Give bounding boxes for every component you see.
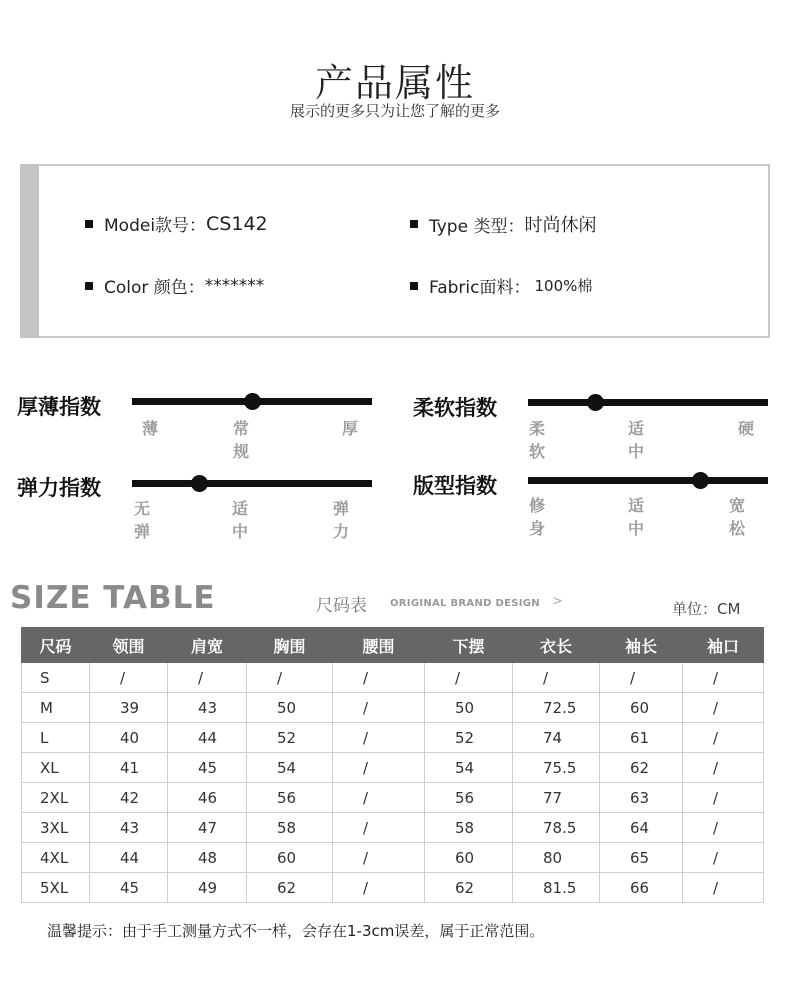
scale-tick-low: 薄 <box>142 419 159 438</box>
scale-tick-high: 弹力 <box>333 499 350 541</box>
measure-cell: 72.5 <box>513 693 600 723</box>
measure-cell: 49 <box>168 873 247 903</box>
measure-cell: 44 <box>168 723 247 753</box>
measure-cell: 45 <box>90 873 168 903</box>
measure-cell: 64 <box>600 813 683 843</box>
measure-cell: 62 <box>425 873 513 903</box>
measure-cell: / <box>683 843 764 873</box>
measure-cell: 43 <box>90 813 168 843</box>
scale-tick-high: 厚 <box>342 419 359 438</box>
unit-label: 单位：CM <box>672 600 741 618</box>
measure-cell: / <box>683 813 764 843</box>
measure-cell: / <box>683 723 764 753</box>
scale-tick-mid: 适中 <box>628 419 645 461</box>
index-name: 版型指数 <box>413 474 497 498</box>
column-header: 袖口 <box>683 628 764 663</box>
size-table-title-cn: 尺码表 <box>316 596 367 616</box>
attr-model <box>85 211 268 236</box>
measure-cell: 81.5 <box>513 873 600 903</box>
size-cell: 2XL <box>22 783 90 813</box>
scale-tick-mid: 常规 <box>233 419 250 461</box>
scale-tick-high: 宽松 <box>729 496 746 538</box>
measure-cell: 54 <box>247 753 333 783</box>
bullet-square-icon <box>410 282 418 290</box>
measure-cell: 60 <box>600 693 683 723</box>
measure-cell: 74 <box>513 723 600 753</box>
measure-cell: / <box>90 663 168 693</box>
attr-type-label: Type 类型： <box>429 216 525 237</box>
measure-cell: 77 <box>513 783 600 813</box>
measure-cell: / <box>333 753 425 783</box>
scale-tick-high: 硬 <box>738 419 755 438</box>
measure-cell: 56 <box>247 783 333 813</box>
column-header: 胸围 <box>247 628 333 663</box>
measure-cell: 63 <box>600 783 683 813</box>
column-header: 袖长 <box>600 628 683 663</box>
measure-cell: / <box>600 663 683 693</box>
measure-cell: / <box>333 783 425 813</box>
measure-cell: / <box>513 663 600 693</box>
scale-tick-mid: 适中 <box>628 496 645 538</box>
measure-cell: / <box>333 723 425 753</box>
measure-cell: / <box>683 753 764 783</box>
column-header: 衣长 <box>513 628 600 663</box>
measure-cell: / <box>333 813 425 843</box>
measure-cell: 54 <box>425 753 513 783</box>
chevron-right-icon: > <box>552 594 563 609</box>
size-cell: 3XL <box>22 813 90 843</box>
table-row <box>22 783 764 813</box>
attr-color-label: Color 颜色： <box>104 278 205 298</box>
measure-cell: 58 <box>425 813 513 843</box>
measure-cell: 42 <box>90 783 168 813</box>
measure-cell: 66 <box>600 873 683 903</box>
measure-cell: 60 <box>247 843 333 873</box>
attr-model-label: Modei款号： <box>104 216 207 236</box>
measure-cell: 52 <box>247 723 333 753</box>
attr-fabric-label: Fabric面料： <box>429 278 531 298</box>
measure-cell: 45 <box>168 753 247 783</box>
table-row <box>22 723 764 753</box>
measure-cell: 46 <box>168 783 247 813</box>
measure-cell: 50 <box>247 693 333 723</box>
size-cell: XL <box>22 753 90 783</box>
measure-cell: / <box>683 873 764 903</box>
measure-cell: / <box>683 783 764 813</box>
index-name: 弹力指数 <box>17 476 101 500</box>
measure-cell: / <box>333 693 425 723</box>
measure-cell: 62 <box>600 753 683 783</box>
size-cell: 4XL <box>22 843 90 873</box>
measure-cell: / <box>333 663 425 693</box>
scale-tick-mid: 适中 <box>232 499 249 541</box>
size-cell: M <box>22 693 90 723</box>
scale-track <box>528 399 768 406</box>
measure-cell: 43 <box>168 693 247 723</box>
measure-cell: 48 <box>168 843 247 873</box>
measure-cell: / <box>247 663 333 693</box>
measure-cell: 56 <box>425 783 513 813</box>
measure-cell: / <box>333 873 425 903</box>
size-table-title: SIZE TABLE <box>10 580 216 616</box>
size-cell: L <box>22 723 90 753</box>
measure-cell: 41 <box>90 753 168 783</box>
column-header: 腰围 <box>333 628 425 663</box>
measure-cell: 58 <box>247 813 333 843</box>
bullet-square-icon <box>410 220 418 228</box>
scale-tick-low: 柔软 <box>529 419 546 461</box>
attr-fabric-value: 100%棉 <box>534 277 593 295</box>
attribute-panel <box>20 164 770 338</box>
measurement-note: 温馨提示：由于手工测量方式不一样，会存在1-3cm误差，属于正常范围。 <box>47 922 545 940</box>
page-title: 产品属性 <box>314 61 475 105</box>
column-header: 尺码 <box>22 628 90 663</box>
measure-cell: 60 <box>425 843 513 873</box>
table-row <box>22 693 764 723</box>
measure-cell: / <box>168 663 247 693</box>
table-row <box>22 843 764 873</box>
attr-type-value: 时尚休闲 <box>524 215 597 236</box>
scale-marker <box>587 394 604 411</box>
measure-cell: 78.5 <box>513 813 600 843</box>
attribute-panel-accent <box>20 164 39 338</box>
attr-fabric <box>410 273 592 298</box>
size-table <box>21 627 764 903</box>
size-cell: S <box>22 663 90 693</box>
scale-marker <box>692 472 709 489</box>
table-row <box>22 813 764 843</box>
measure-cell: / <box>683 663 764 693</box>
size-table-body <box>22 663 764 903</box>
brand-text: ORIGINAL BRAND DESIGN <box>390 598 540 609</box>
column-header: 领围 <box>90 628 168 663</box>
measure-cell: 75.5 <box>513 753 600 783</box>
measure-cell: 65 <box>600 843 683 873</box>
measure-cell: 61 <box>600 723 683 753</box>
attr-color-value: ******* <box>204 275 265 296</box>
bullet-square-icon <box>85 282 93 290</box>
page-subtitle: 展示的更多只为让您了解的更多 <box>289 102 500 120</box>
scale-track <box>528 477 768 484</box>
table-row <box>22 873 764 903</box>
bullet-square-icon <box>85 220 93 228</box>
measure-cell: 52 <box>425 723 513 753</box>
column-header: 肩宽 <box>168 628 247 663</box>
scale-marker <box>244 393 261 410</box>
attr-type <box>410 211 596 237</box>
scale-tick-low: 修身 <box>529 496 546 538</box>
scale-tick-low: 无弹 <box>134 499 151 541</box>
size-table-header <box>22 628 764 663</box>
attr-model-value: CS142 <box>206 212 268 235</box>
measure-cell: 47 <box>168 813 247 843</box>
index-name: 柔软指数 <box>413 396 497 420</box>
table-row <box>22 753 764 783</box>
size-cell: 5XL <box>22 873 90 903</box>
table-row <box>22 663 764 693</box>
attr-color <box>85 273 264 298</box>
measure-cell: 39 <box>90 693 168 723</box>
measure-cell: 62 <box>247 873 333 903</box>
measure-cell: / <box>683 693 764 723</box>
measure-cell: / <box>425 663 513 693</box>
column-header: 下摆 <box>425 628 513 663</box>
measure-cell: 80 <box>513 843 600 873</box>
measure-cell: / <box>333 843 425 873</box>
scale-marker <box>191 475 208 492</box>
measure-cell: 40 <box>90 723 168 753</box>
index-name: 厚薄指数 <box>17 395 101 419</box>
measure-cell: 44 <box>90 843 168 873</box>
scale-track <box>132 480 372 487</box>
measure-cell: 50 <box>425 693 513 723</box>
